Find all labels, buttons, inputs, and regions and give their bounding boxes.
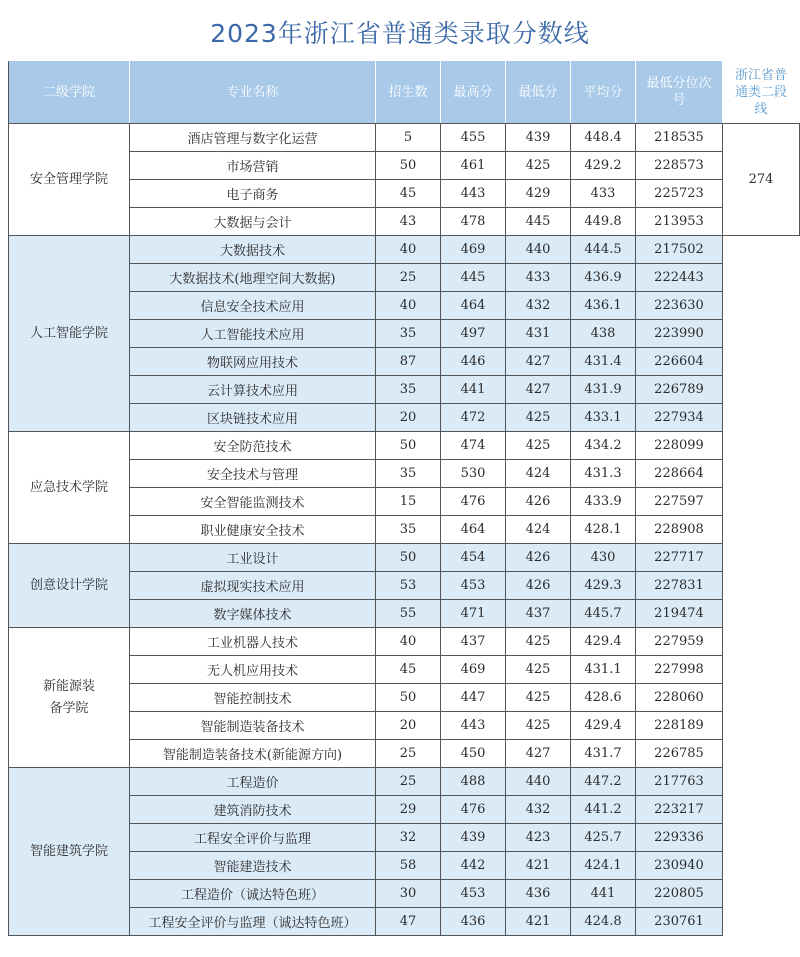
avg-score-cell: 434.2 <box>571 432 636 460</box>
major-cell: 安全技术与管理 <box>130 460 376 488</box>
avg-score-cell: 436.1 <box>571 292 636 320</box>
enroll-cell: 5 <box>376 124 441 152</box>
max-score-cell: 478 <box>441 208 506 236</box>
major-cell: 工程造价 <box>130 768 376 796</box>
table-row <box>9 768 800 796</box>
college-group <box>9 124 800 236</box>
min-score-cell: 427 <box>506 740 571 768</box>
enroll-cell: 53 <box>376 572 441 600</box>
min-score-cell: 426 <box>506 488 571 516</box>
major-cell: 数字媒体技术 <box>130 600 376 628</box>
avg-score-cell: 428.1 <box>571 516 636 544</box>
avg-score-cell: 444.5 <box>571 236 636 264</box>
major-cell: 工业设计 <box>130 544 376 572</box>
major-cell: 云计算技术应用 <box>130 376 376 404</box>
max-score-cell: 442 <box>441 852 506 880</box>
major-cell: 人工智能技术应用 <box>130 320 376 348</box>
enroll-cell: 32 <box>376 824 441 852</box>
college-name-cell: 安全管理学院 <box>9 124 130 236</box>
rank-cell: 227831 <box>636 572 723 600</box>
table-row <box>9 124 800 152</box>
major-cell: 工程造价（诚达特色班） <box>130 880 376 908</box>
major-cell: 酒店管理与数字化运营 <box>130 124 376 152</box>
avg-score-cell: 424.1 <box>571 852 636 880</box>
header-min: 最低分 <box>506 61 571 124</box>
max-score-cell: 476 <box>441 488 506 516</box>
rank-cell: 225723 <box>636 180 723 208</box>
college-name-cell: 智能建筑学院 <box>9 768 130 936</box>
enroll-cell: 50 <box>376 544 441 572</box>
major-cell: 智能建造技术 <box>130 852 376 880</box>
enroll-cell: 35 <box>376 376 441 404</box>
college-name-cell: 应急技术学院 <box>9 432 130 544</box>
college-group <box>9 628 800 768</box>
enroll-cell: 40 <box>376 236 441 264</box>
max-score-cell: 445 <box>441 264 506 292</box>
min-score-cell: 432 <box>506 796 571 824</box>
max-score-cell: 474 <box>441 432 506 460</box>
major-cell: 工业机器人技术 <box>130 628 376 656</box>
avg-score-cell: 429.4 <box>571 628 636 656</box>
avg-score-cell: 436.9 <box>571 264 636 292</box>
college-name-cell: 创意设计学院 <box>9 544 130 628</box>
major-cell: 大数据技术(地理空间大数据) <box>130 264 376 292</box>
min-score-cell: 423 <box>506 824 571 852</box>
table-row <box>9 432 800 460</box>
max-score-cell: 446 <box>441 348 506 376</box>
min-score-cell: 427 <box>506 348 571 376</box>
max-score-cell: 441 <box>441 376 506 404</box>
avg-score-cell: 429.4 <box>571 712 636 740</box>
avg-score-cell: 428.6 <box>571 684 636 712</box>
max-score-cell: 436 <box>441 908 506 936</box>
major-cell: 区块链技术应用 <box>130 404 376 432</box>
max-score-cell: 443 <box>441 180 506 208</box>
min-score-cell: 432 <box>506 292 571 320</box>
header-major: 专业名称 <box>130 61 376 124</box>
rank-cell: 228573 <box>636 152 723 180</box>
min-score-cell: 425 <box>506 684 571 712</box>
avg-score-cell: 447.2 <box>571 768 636 796</box>
avg-score-cell: 433.1 <box>571 404 636 432</box>
avg-score-cell: 431.9 <box>571 376 636 404</box>
min-score-cell: 425 <box>506 628 571 656</box>
max-score-cell: 453 <box>441 572 506 600</box>
header-college: 二级学院 <box>9 61 130 124</box>
college-group <box>9 768 800 936</box>
enroll-cell: 35 <box>376 516 441 544</box>
min-score-cell: 424 <box>506 516 571 544</box>
max-score-cell: 439 <box>441 824 506 852</box>
avg-score-cell: 433.9 <box>571 488 636 516</box>
min-score-cell: 425 <box>506 656 571 684</box>
enroll-cell: 50 <box>376 684 441 712</box>
min-score-cell: 436 <box>506 880 571 908</box>
avg-score-cell: 431.3 <box>571 460 636 488</box>
major-cell: 智能制造装备技术 <box>130 712 376 740</box>
avg-score-cell: 429.2 <box>571 152 636 180</box>
max-score-cell: 461 <box>441 152 506 180</box>
max-score-cell: 476 <box>441 796 506 824</box>
max-score-cell: 437 <box>441 628 506 656</box>
second-tier-line-cell: 274 <box>723 124 800 236</box>
major-cell: 大数据技术 <box>130 236 376 264</box>
avg-score-cell: 431.1 <box>571 656 636 684</box>
enroll-cell: 29 <box>376 796 441 824</box>
min-score-cell: 426 <box>506 572 571 600</box>
page-title: 2023年浙江省普通类录取分数线 <box>210 19 590 48</box>
max-score-cell: 450 <box>441 740 506 768</box>
avg-score-cell: 425.7 <box>571 824 636 852</box>
enroll-cell: 25 <box>376 264 441 292</box>
min-score-cell: 433 <box>506 264 571 292</box>
college-group <box>9 432 800 544</box>
table-row <box>9 236 800 264</box>
rank-cell: 227998 <box>636 656 723 684</box>
max-score-cell: 472 <box>441 404 506 432</box>
rank-cell: 227717 <box>636 544 723 572</box>
header-row <box>9 61 800 124</box>
avg-score-cell: 430 <box>571 544 636 572</box>
rank-cell: 219474 <box>636 600 723 628</box>
major-cell: 智能制造装备技术(新能源方向) <box>130 740 376 768</box>
max-score-cell: 453 <box>441 880 506 908</box>
max-score-cell: 443 <box>441 712 506 740</box>
avg-score-cell: 438 <box>571 320 636 348</box>
avg-score-cell: 449.8 <box>571 208 636 236</box>
table-row <box>9 544 800 572</box>
max-score-cell: 454 <box>441 544 506 572</box>
min-score-cell: 431 <box>506 320 571 348</box>
college-group <box>9 544 800 628</box>
major-cell: 信息安全技术应用 <box>130 292 376 320</box>
major-cell: 电子商务 <box>130 180 376 208</box>
rank-cell: 227597 <box>636 488 723 516</box>
max-score-cell: 447 <box>441 684 506 712</box>
min-score-cell: 421 <box>506 852 571 880</box>
min-score-cell: 427 <box>506 376 571 404</box>
rank-cell: 230940 <box>636 852 723 880</box>
max-score-cell: 464 <box>441 292 506 320</box>
avg-score-cell: 441 <box>571 880 636 908</box>
rank-cell: 230761 <box>636 908 723 936</box>
enroll-cell: 47 <box>376 908 441 936</box>
avg-score-cell: 429.3 <box>571 572 636 600</box>
min-score-cell: 445 <box>506 208 571 236</box>
enroll-cell: 35 <box>376 320 441 348</box>
rank-cell: 228060 <box>636 684 723 712</box>
major-cell: 安全防范技术 <box>130 432 376 460</box>
avg-score-cell: 445.7 <box>571 600 636 628</box>
max-score-cell: 464 <box>441 516 506 544</box>
major-cell: 工程安全评价与监理（诚达特色班） <box>130 908 376 936</box>
rank-cell: 228189 <box>636 712 723 740</box>
rank-cell: 220805 <box>636 880 723 908</box>
enroll-cell: 45 <box>376 656 441 684</box>
college-name-cell: 新能源装备学院 <box>9 628 130 768</box>
header-enroll: 招生数 <box>376 61 441 124</box>
enroll-cell: 50 <box>376 432 441 460</box>
major-cell: 工程安全评价与监理 <box>130 824 376 852</box>
enroll-cell: 43 <box>376 208 441 236</box>
min-score-cell: 425 <box>506 404 571 432</box>
max-score-cell: 469 <box>441 236 506 264</box>
min-score-cell: 425 <box>506 432 571 460</box>
rank-cell: 226785 <box>636 740 723 768</box>
enroll-cell: 45 <box>376 180 441 208</box>
rank-cell: 228099 <box>636 432 723 460</box>
header-rank: 最低分位次号 <box>636 61 723 124</box>
major-cell: 物联网应用技术 <box>130 348 376 376</box>
major-cell: 安全智能监测技术 <box>130 488 376 516</box>
major-cell: 职业健康安全技术 <box>130 516 376 544</box>
rank-cell: 217502 <box>636 236 723 264</box>
enroll-cell: 30 <box>376 880 441 908</box>
major-cell: 无人机应用技术 <box>130 656 376 684</box>
major-cell: 建筑消防技术 <box>130 796 376 824</box>
rank-cell: 223990 <box>636 320 723 348</box>
major-cell: 虚拟现实技术应用 <box>130 572 376 600</box>
rank-cell: 217763 <box>636 768 723 796</box>
max-score-cell: 488 <box>441 768 506 796</box>
max-score-cell: 471 <box>441 600 506 628</box>
header-line: 浙江省普通类二段线 <box>723 61 800 124</box>
min-score-cell: 421 <box>506 908 571 936</box>
min-score-cell: 440 <box>506 768 571 796</box>
max-score-cell: 497 <box>441 320 506 348</box>
rank-cell: 213953 <box>636 208 723 236</box>
avg-score-cell: 448.4 <box>571 124 636 152</box>
min-score-cell: 440 <box>506 236 571 264</box>
enroll-cell: 55 <box>376 600 441 628</box>
rank-cell: 227959 <box>636 628 723 656</box>
avg-score-cell: 431.4 <box>571 348 636 376</box>
rank-cell: 226604 <box>636 348 723 376</box>
table-row <box>9 628 800 656</box>
enroll-cell: 40 <box>376 628 441 656</box>
college-name-cell: 人工智能学院 <box>9 236 130 432</box>
rank-cell: 228908 <box>636 516 723 544</box>
enroll-cell: 58 <box>376 852 441 880</box>
avg-score-cell: 433 <box>571 180 636 208</box>
rank-cell: 218535 <box>636 124 723 152</box>
rank-cell: 223630 <box>636 292 723 320</box>
max-score-cell: 530 <box>441 460 506 488</box>
rank-cell: 226789 <box>636 376 723 404</box>
avg-score-cell: 424.8 <box>571 908 636 936</box>
rank-cell: 223217 <box>636 796 723 824</box>
enroll-cell: 50 <box>376 152 441 180</box>
rank-cell: 228664 <box>636 460 723 488</box>
min-score-cell: 424 <box>506 460 571 488</box>
min-score-cell: 429 <box>506 180 571 208</box>
max-score-cell: 455 <box>441 124 506 152</box>
enroll-cell: 20 <box>376 712 441 740</box>
min-score-cell: 437 <box>506 600 571 628</box>
enroll-cell: 87 <box>376 348 441 376</box>
min-score-cell: 439 <box>506 124 571 152</box>
rank-cell: 227934 <box>636 404 723 432</box>
major-cell: 市场营销 <box>130 152 376 180</box>
header-max: 最高分 <box>441 61 506 124</box>
admission-score-table <box>8 60 800 936</box>
rank-cell: 229336 <box>636 824 723 852</box>
enroll-cell: 35 <box>376 460 441 488</box>
min-score-cell: 425 <box>506 152 571 180</box>
max-score-cell: 469 <box>441 656 506 684</box>
header-avg: 平均分 <box>571 61 636 124</box>
enroll-cell: 25 <box>376 740 441 768</box>
enroll-cell: 15 <box>376 488 441 516</box>
college-group <box>9 236 800 432</box>
major-cell: 大数据与会计 <box>130 208 376 236</box>
enroll-cell: 40 <box>376 292 441 320</box>
avg-score-cell: 441.2 <box>571 796 636 824</box>
rank-cell: 222443 <box>636 264 723 292</box>
min-score-cell: 425 <box>506 712 571 740</box>
major-cell: 智能控制技术 <box>130 684 376 712</box>
min-score-cell: 426 <box>506 544 571 572</box>
enroll-cell: 25 <box>376 768 441 796</box>
enroll-cell: 20 <box>376 404 441 432</box>
avg-score-cell: 431.7 <box>571 740 636 768</box>
